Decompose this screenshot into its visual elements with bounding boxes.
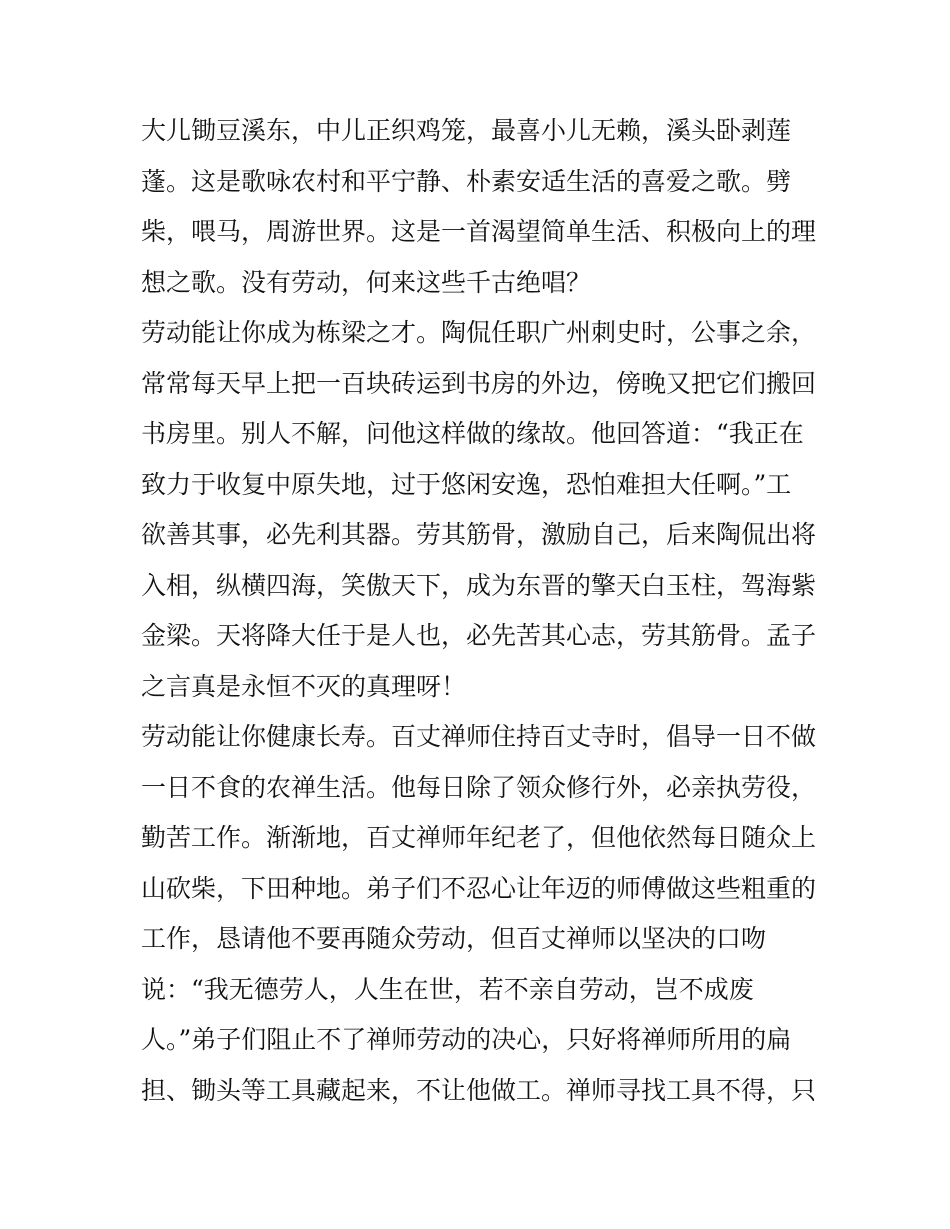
text-line-17: 工作，恳请他不要再随众劳动，但百丈禅师以坚决的口吻 [141, 924, 767, 953]
text-line-16: 山砍柴，下田种地。弟子们不忍心让年迈的师傅做这些粗重的 [141, 873, 817, 903]
text-line-15: 勤苦工作。渐渐地，百丈禅师年纪老了，但他依然每日随众上 [141, 823, 817, 852]
text-line-3: 柴，喂马，周游世界。这是一首渴望简单生活、积极向上的理 [141, 217, 817, 246]
text-line-5: 劳动能让你成为栋梁之才。陶侃任职广州刺史时，公事之余， [141, 318, 817, 347]
text-line-19: 人。”弟子们阻止不了禅师劳动的决心，只好将禅师所用的扁 [141, 1025, 792, 1054]
text-line-20: 担、锄头等工具藏起来，不让他做工。禅师寻找工具不得，只 [141, 1075, 817, 1105]
text-line-8: 致力于收复中原失地，过于悠闲安逸，恐怕难担大任啊。”工 [141, 469, 792, 499]
text-line-11: 金梁。天将降大任于是人也，必先苦其心志，劳其筋骨。孟子 [141, 621, 817, 650]
text-line-10: 入相，纵横四海，笑傲天下，成为东晋的擎天白玉柱，驾海紫 [141, 570, 817, 600]
text-line-12: 之言真是永恒不灭的真理呀！ [141, 671, 467, 701]
text-line-13: 劳动能让你健康长寿。百丈禅师住持百丈寺时，倡导一日不做 [141, 722, 817, 751]
text-line-4: 想之歌。没有劳动，何来这些千古绝唱？ [141, 267, 592, 297]
text-line-14: 一日不食的农禅生活。他每日除了领众修行外，必亲执劳役， [141, 772, 817, 802]
text-line-18: 说：“我无德劳人，人生在世，若不亲自劳动，岂不成废 [141, 974, 754, 1004]
text-line-6: 常常每天早上把一百块砖运到书房的外边，傍晚又把它们搬回 [141, 368, 817, 398]
text-line-1: 大儿锄豆溪东，中儿正织鸡笼，最喜小儿无赖，溪头卧剥莲 [141, 116, 792, 145]
text-line-7: 书房里。别人不解，问他这样做的缘故。他回答道：“我正在 [141, 419, 804, 448]
body-text [141, 110, 821, 1120]
text-line-9: 欲善其事，必先利其器。劳其筋骨，激励自己，后来陶侃出将 [141, 520, 817, 549]
text-line-2: 蓬。这是歌咏农村和平宁静、朴素安适生活的喜爱之歌。劈 [141, 166, 792, 196]
